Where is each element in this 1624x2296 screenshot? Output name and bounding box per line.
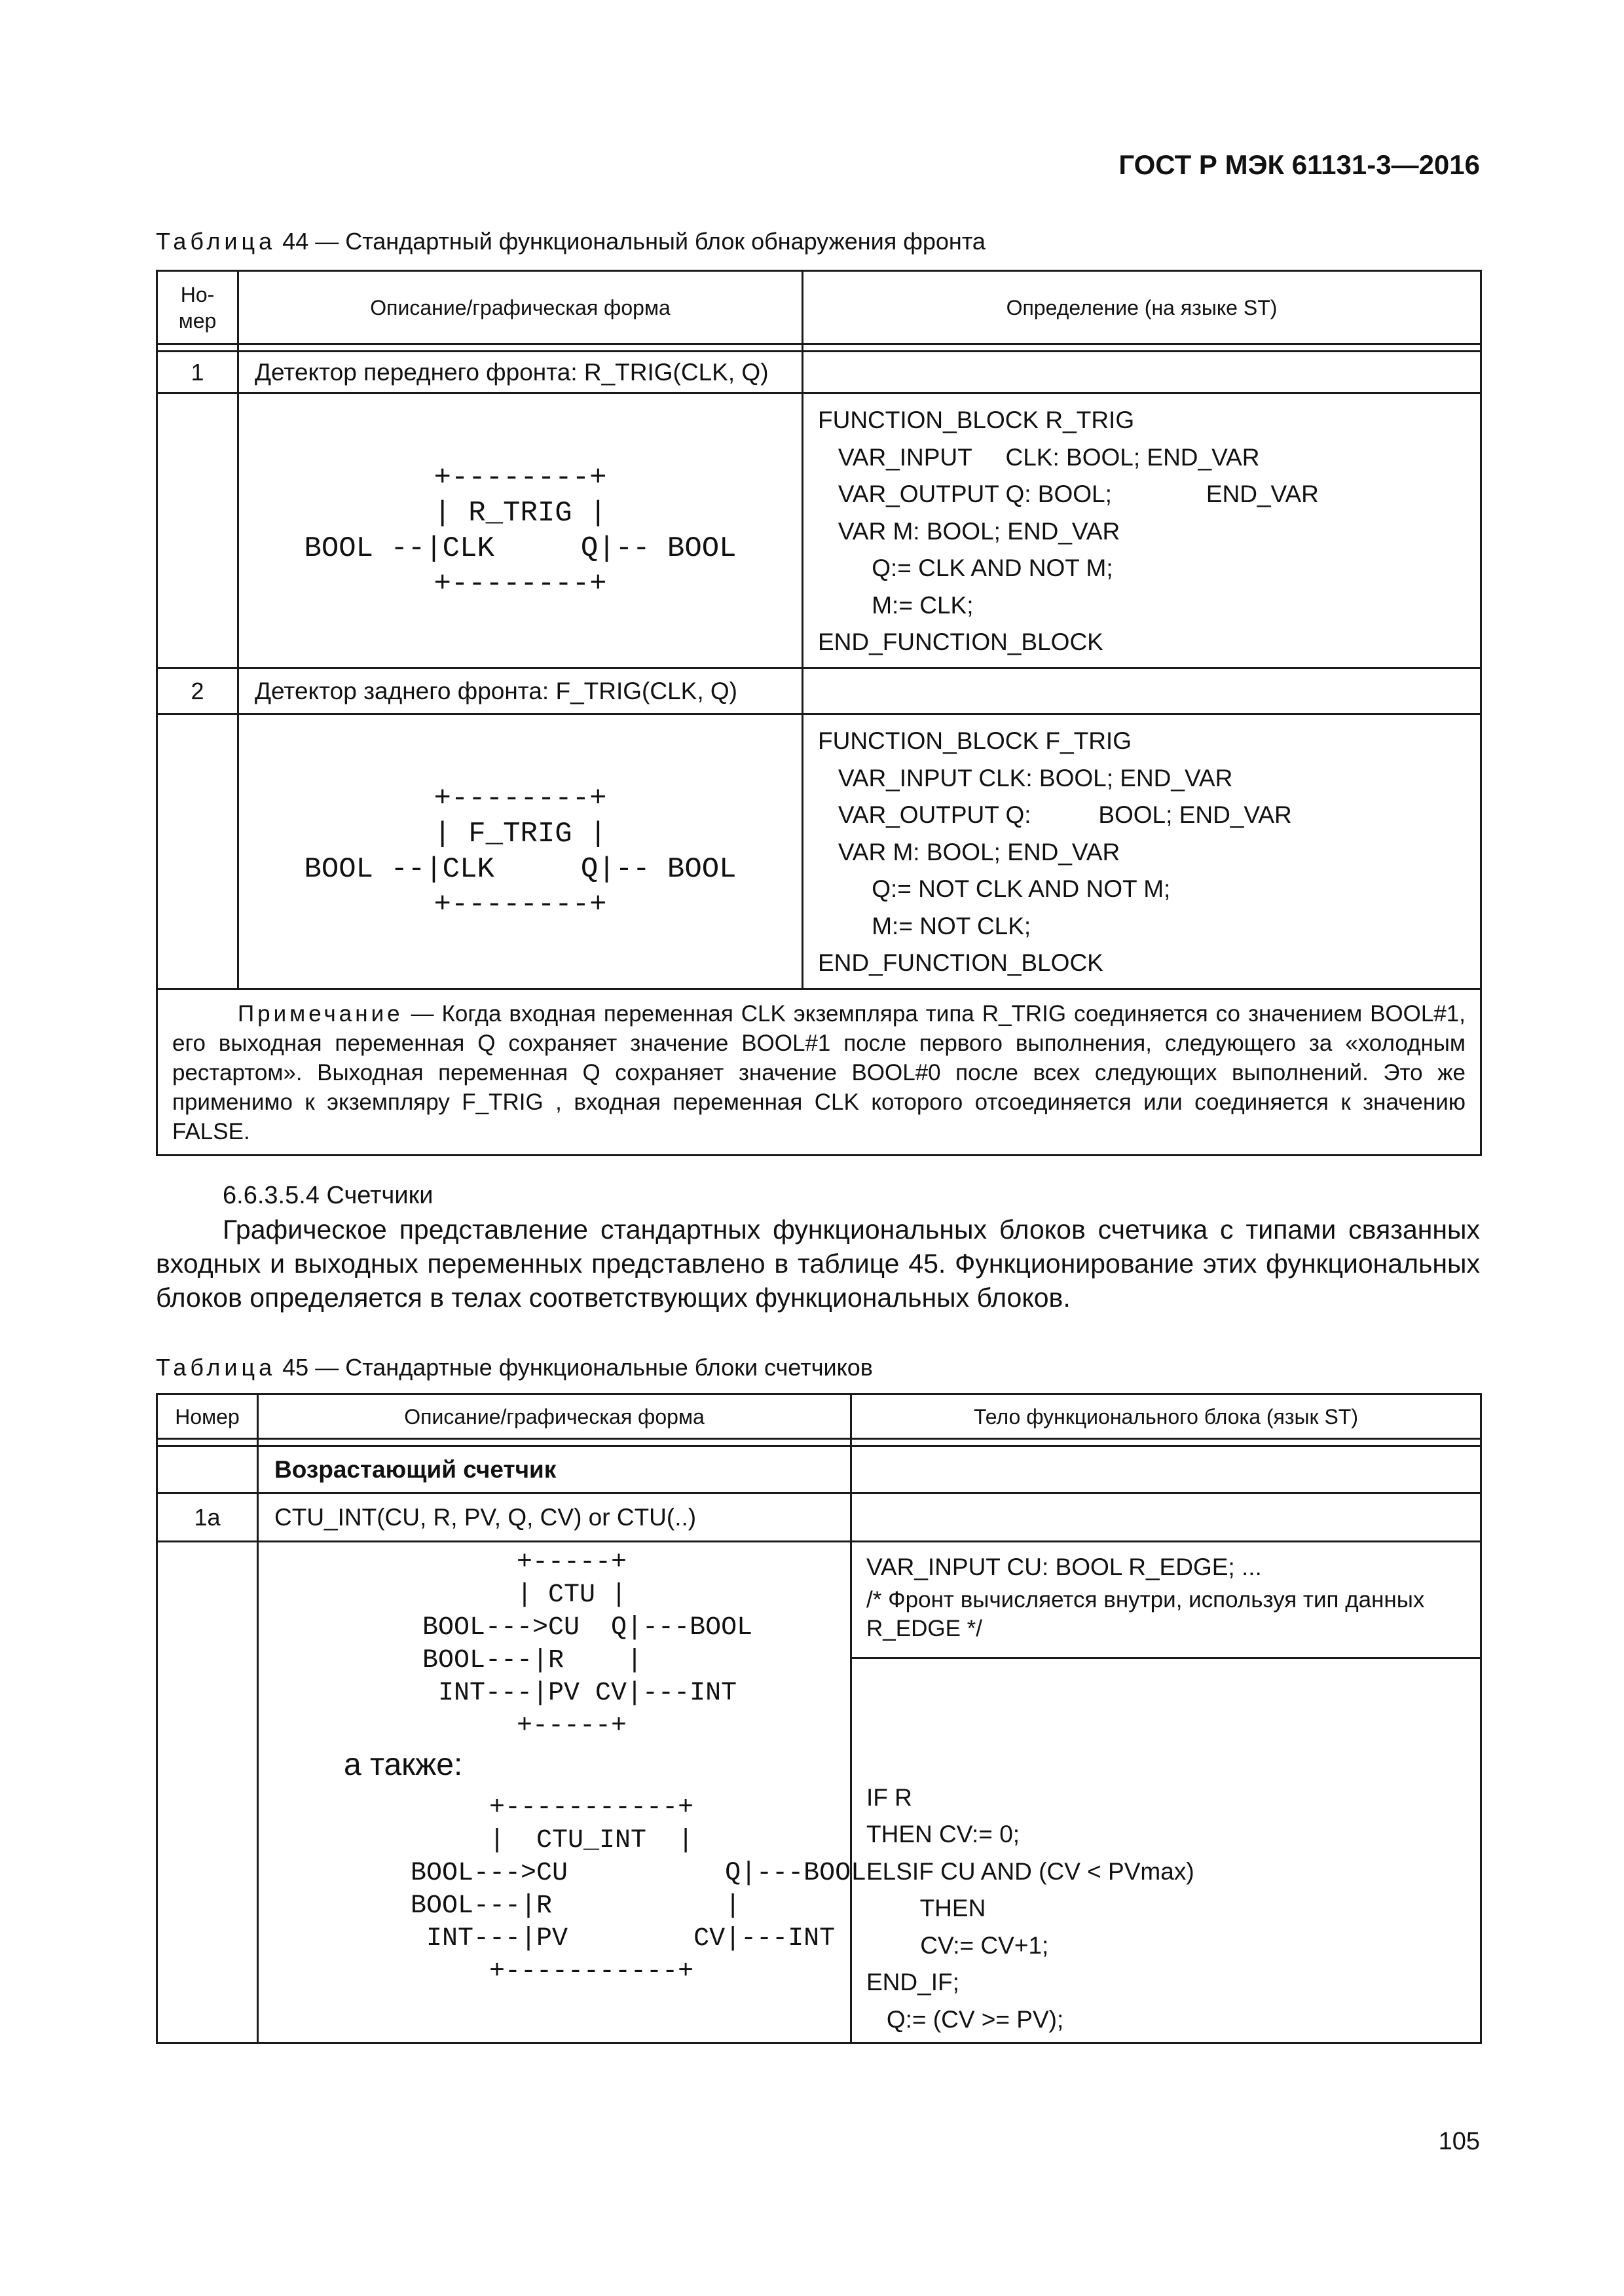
note-label: Примечание [238,1001,403,1027]
table-44 [156,270,1482,1156]
column-header-number: Номер [157,1394,258,1439]
f-trig-code-cell [803,714,1481,989]
r-trig-diagram-cell [238,393,803,668]
r-trig-st-code: FUNCTION_BLOCK R_TRIG VAR_INPUT CLK: BOOL; END_VAR VAR_OUTPUT Q: BOOL; END_VAR VAR M: BOOL; END_VAR Q:= CLK AND NOT M; M:= CLK; END_FUNCTION_BLOCK [818,407,1319,655]
also-label: а также: [344,1747,463,1782]
empty-cell [157,393,238,668]
column-header-description: Описание/графическая форма [258,1394,851,1439]
empty-cell [157,714,238,989]
empty-cell [851,1493,1481,1542]
ctu-code-comment: /* Фронт вычисляется внутри, используя тип данных R_EDGE */ [866,1587,1425,1641]
table-44-caption-label: Таблица [156,228,276,255]
page-number: 105 [1438,2128,1480,2155]
empty-cell [157,1542,258,2043]
f-trig-block-diagram: +--------+ | F_TRIG | BOOL --|CLK Q|-- BOOL +--------+ [304,782,737,921]
row-description: Детектор заднего фронта: F_TRIG(CLK, Q) [238,668,803,714]
table-44-caption [156,228,986,255]
table-45-caption-text: 45 — Стандартные функциональные блоки счетчиков [276,1354,873,1381]
ctu-int-block-diagram: +-----------+ | CTU_INT | BOOL--->CU Q|---BOOL BOOL---|R | INT---|PV CV|---INT +-----------+ [411,1793,867,1986]
column-header-number: Но- мер [157,271,238,344]
row-description: Детектор переднего фронта: R_TRIG(CLK, Q) [238,352,803,393]
r-trig-code-cell [803,393,1481,668]
row-description: CTU_INT(CU, R, PV, Q, CV) or CTU(..) [258,1493,851,1542]
table-45-caption-label: Таблица [156,1354,276,1381]
ctu-code-top-cell [851,1542,1481,1658]
section-body: Графическое представление стандартных функциональных блоков счетчика с типами связанных входных и выходных переменных представлено в таблице 45. Функционирование этих функциональных блоков определяется в телах соответствующих функциональных блоков. [156,1214,1480,1313]
section-heading: 6.6.3.5.4 Счетчики [223,1182,434,1209]
group-title: Возрастающий счетчик [258,1446,851,1493]
f-trig-st-code: FUNCTION_BLOCK F_TRIG VAR_INPUT CLK: BOOL; END_VAR VAR_OUTPUT Q: BOOL; END_VAR VAR M: BOOL; END_VAR Q:= NOT CLK AND NOT M; M:= NOT CLK; END_FUNCTION_BLOCK [818,727,1292,976]
ctu-st-code: IF R THEN CV:= 0; ELSIF CU AND (CV < PVmax) THEN CV:= CV+1; END_IF; Q:= (CV >= PV); [866,1783,1194,2033]
ctu-code-bottom-cell [851,1658,1481,2043]
table-44-caption-text: 44 — Стандартный функциональный блок обнаружения фронта [276,228,986,255]
empty-cell [803,352,1481,393]
document-header: ГОСТ Р МЭК 61131-3—2016 [1118,149,1480,180]
table-45 [156,1393,1482,2044]
row-number: 1a [157,1493,258,1542]
empty-cell [851,1446,1481,1493]
f-trig-diagram-cell [238,714,803,989]
empty-cell [803,668,1481,714]
column-header-body: Тело функционального блока (язык ST) [851,1394,1481,1439]
r-trig-block-diagram: +--------+ | R_TRIG | BOOL --|CLK Q|-- BOOL +--------+ [304,461,737,600]
ctu-code-var-input: VAR_INPUT CU: BOOL R_EDGE; ... [866,1554,1262,1580]
row-number: 1 [157,352,238,393]
ctu-block-diagram: +-----+ | CTU | BOOL--->CU Q|---BOOL BOOL---|R | INT---|PV CV|---INT +-----+ [422,1548,753,1741]
column-header-definition: Определение (на языке ST) [803,271,1481,344]
row-number: 2 [157,668,238,714]
note-text: — Когда входная переменная CLK экземпляра типа R_TRIG соединяется со значением BOOL#1, его выходная переменная Q сохраняет значение BOOL#1 после первого выполнения, следующего за «холодным рестартом». Выходная переменная Q сохраняет значение BOOL#0 после всех следующих выполнений. Это же применимо к экземпляру F_TRIG , входная переменная CLK которого отсоединяется или соединяется к значению FALSE. [172,1001,1466,1144]
column-header-description: Описание/графическая форма [238,271,803,344]
table-44-note [157,989,1481,1156]
ctu-diagram-cell [258,1542,867,2043]
table-45-caption [156,1354,873,1381]
empty-cell [157,1446,258,1493]
